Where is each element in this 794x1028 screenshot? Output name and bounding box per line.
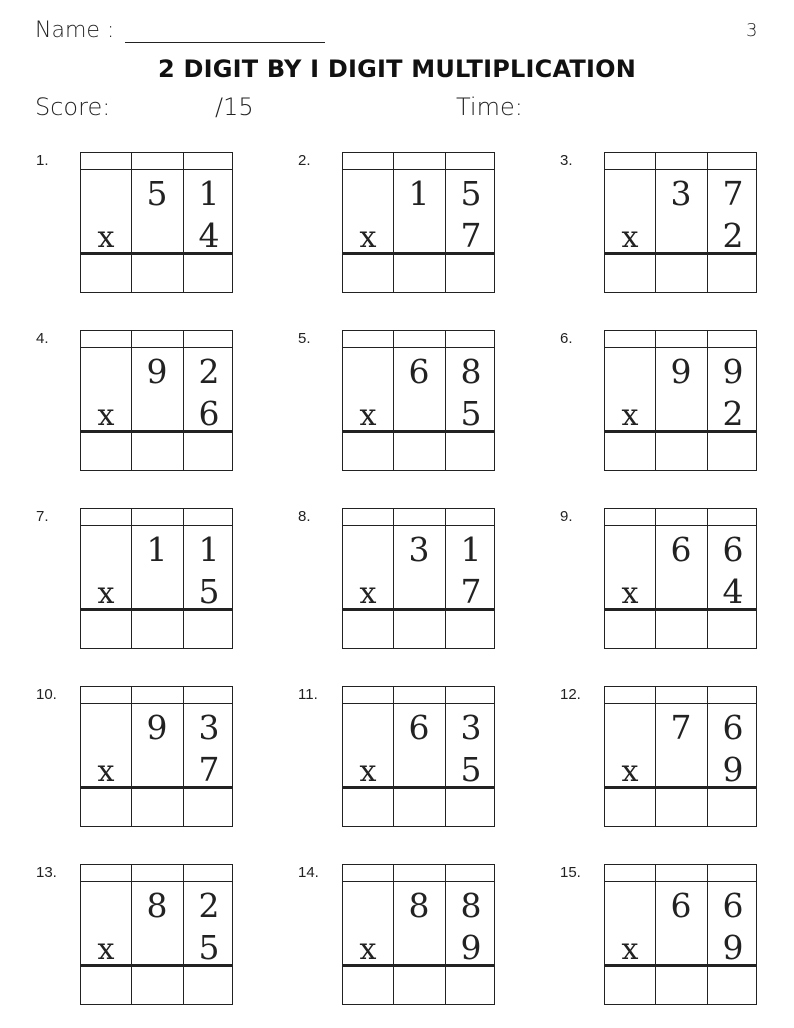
tens-digit: 1 [146, 530, 168, 569]
answer-grid[interactable] [342, 508, 495, 649]
grid-line [81, 703, 232, 704]
answer-grid[interactable] [80, 686, 233, 827]
tens-digit: 9 [146, 352, 168, 391]
grid-line [655, 687, 656, 826]
grid-line [131, 865, 132, 1004]
answer-grid[interactable] [604, 152, 757, 293]
ones-digit: 8 [460, 352, 482, 391]
worksheet-title: 2 DIGIT BY I DIGIT MULTIPLICATION [158, 55, 636, 83]
ones-digit: 5 [460, 174, 482, 213]
ones-digit: 1 [198, 530, 220, 569]
tens-digit: 6 [670, 530, 692, 569]
answer-grid[interactable] [342, 686, 495, 827]
multiplier-digit: 6 [198, 394, 220, 433]
problem-card [560, 508, 780, 658]
time-label: Time: [456, 93, 523, 121]
ones-digit: 1 [198, 174, 220, 213]
problem-card [36, 330, 256, 480]
answer-grid[interactable] [342, 152, 495, 293]
problem-number: 4. [36, 330, 49, 347]
answer-grid[interactable] [342, 330, 495, 471]
grid-line [81, 347, 232, 348]
name-label: Name : [35, 18, 115, 43]
problem-card [36, 508, 256, 658]
multiplier-digit: 2 [722, 394, 744, 433]
problem-number: 15. [560, 864, 581, 881]
grid-line [655, 153, 656, 292]
multiply-sign: x [97, 754, 115, 789]
problem-number: 7. [36, 508, 49, 525]
answer-grid[interactable] [80, 152, 233, 293]
problem-number: 3. [560, 152, 573, 169]
grid-line [131, 331, 132, 470]
problem-card [298, 330, 518, 480]
grid-line [605, 881, 756, 882]
grid-line [131, 687, 132, 826]
tens-digit: 5 [146, 174, 168, 213]
multiply-sign: x [621, 754, 639, 789]
problem-number: 8. [298, 508, 311, 525]
problem-number: 2. [298, 152, 311, 169]
answer-grid[interactable] [342, 864, 495, 1005]
ones-digit: 2 [198, 352, 220, 391]
grid-line [131, 153, 132, 292]
ones-digit: 1 [460, 530, 482, 569]
multiplier-digit: 4 [722, 572, 744, 611]
answer-grid[interactable] [80, 508, 233, 649]
ones-digit: 2 [198, 886, 220, 925]
multiply-sign: x [359, 576, 377, 611]
problem-number: 11. [298, 686, 318, 703]
ones-digit: 8 [460, 886, 482, 925]
multiply-sign: x [97, 576, 115, 611]
problem-number: 13. [36, 864, 57, 881]
problem-number: 12. [560, 686, 581, 703]
tens-digit: 9 [146, 708, 168, 747]
grid-line [343, 703, 494, 704]
multiplier-digit: 5 [460, 750, 482, 789]
grid-line [343, 525, 494, 526]
multiply-sign: x [97, 932, 115, 967]
problem-number: 9. [560, 508, 573, 525]
tens-digit: 3 [408, 530, 430, 569]
tens-digit: 6 [670, 886, 692, 925]
ones-digit: 9 [722, 352, 744, 391]
problem-card [560, 864, 780, 1014]
problem-number: 6. [560, 330, 573, 347]
grid-line [393, 331, 394, 470]
grid-line [81, 881, 232, 882]
tens-digit: 7 [670, 708, 692, 747]
problem-card [298, 508, 518, 658]
multiplier-digit: 9 [722, 928, 744, 967]
problem-card [298, 686, 518, 836]
multiplier-digit: 7 [460, 216, 482, 255]
grid-line [131, 509, 132, 648]
multiplier-digit: 4 [198, 216, 220, 255]
grid-line [655, 509, 656, 648]
problem-number: 10. [36, 686, 57, 703]
grid-line [605, 347, 756, 348]
multiplier-digit: 7 [460, 572, 482, 611]
problem-card [36, 686, 256, 836]
ones-digit: 6 [722, 708, 744, 747]
problem-card [560, 152, 780, 302]
grid-line [81, 525, 232, 526]
multiplier-digit: 9 [460, 928, 482, 967]
tens-digit: 3 [670, 174, 692, 213]
grid-line [393, 865, 394, 1004]
grid-line [343, 881, 494, 882]
answer-grid[interactable] [604, 864, 757, 1005]
ones-digit: 7 [722, 174, 744, 213]
ones-digit: 6 [722, 530, 744, 569]
problem-number: 14. [298, 864, 319, 881]
multiply-sign: x [621, 576, 639, 611]
multiply-sign: x [621, 398, 639, 433]
multiply-sign: x [97, 398, 115, 433]
ones-digit: 3 [460, 708, 482, 747]
problem-card [36, 152, 256, 302]
score-total: /15 [215, 93, 254, 121]
grid-line [393, 509, 394, 648]
ones-digit: 6 [722, 886, 744, 925]
multiplier-digit: 7 [198, 750, 220, 789]
multiplier-digit: 5 [460, 394, 482, 433]
tens-digit: 6 [408, 352, 430, 391]
grid-line [393, 687, 394, 826]
grid-line [605, 525, 756, 526]
tens-digit: 8 [408, 886, 430, 925]
grid-line [81, 169, 232, 170]
tens-digit: 1 [408, 174, 430, 213]
grid-line [343, 169, 494, 170]
problem-card [560, 686, 780, 836]
grid-line [605, 703, 756, 704]
grid-line [343, 347, 494, 348]
multiply-sign: x [359, 754, 377, 789]
multiplier-digit: 2 [722, 216, 744, 255]
answer-grid[interactable] [80, 864, 233, 1005]
answer-grid[interactable] [80, 330, 233, 471]
score-label: Score: [35, 93, 111, 121]
tens-digit: 6 [408, 708, 430, 747]
name-write-line[interactable] [125, 42, 325, 43]
multiply-sign: x [97, 220, 115, 255]
answer-grid[interactable] [604, 508, 757, 649]
problem-card [36, 864, 256, 1014]
multiply-sign: x [359, 932, 377, 967]
grid-line [393, 153, 394, 292]
problem-card [298, 152, 518, 302]
problem-number: 5. [298, 330, 311, 347]
multiplier-digit: 5 [198, 572, 220, 611]
multiply-sign: x [359, 398, 377, 433]
answer-grid[interactable] [604, 686, 757, 827]
grid-line [605, 169, 756, 170]
problem-card [298, 864, 518, 1014]
multiplier-digit: 9 [722, 750, 744, 789]
multiply-sign: x [359, 220, 377, 255]
problem-number: 1. [36, 152, 49, 169]
problem-card [560, 330, 780, 480]
grid-line [655, 865, 656, 1004]
multiply-sign: x [621, 932, 639, 967]
multiply-sign: x [621, 220, 639, 255]
grid-line [655, 331, 656, 470]
tens-digit: 8 [146, 886, 168, 925]
multiplier-digit: 5 [198, 928, 220, 967]
page-number: 3 [746, 20, 758, 41]
answer-grid[interactable] [604, 330, 757, 471]
tens-digit: 9 [670, 352, 692, 391]
ones-digit: 3 [198, 708, 220, 747]
